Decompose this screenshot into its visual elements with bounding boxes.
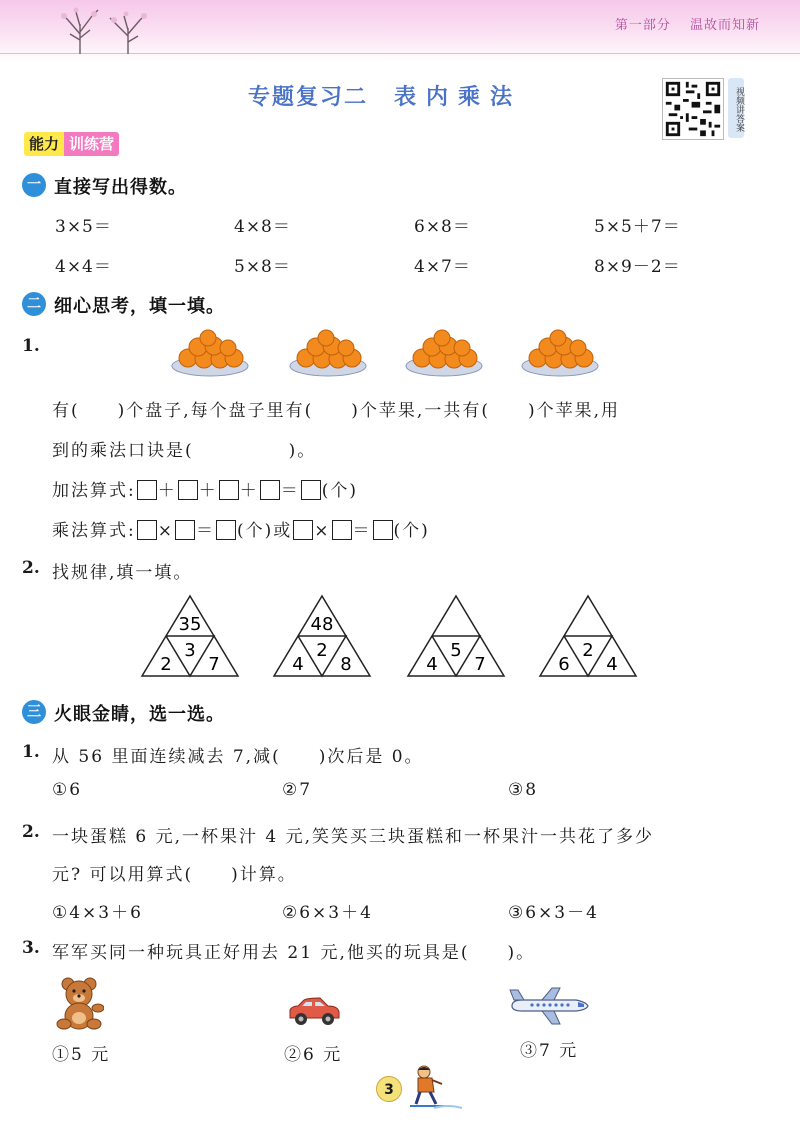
title-main: 专题复习二	[247, 85, 368, 110]
toy-airplane-icon	[508, 986, 590, 1026]
addition-row	[52, 476, 358, 501]
tri1-top: 35	[178, 614, 202, 635]
s3-q2-line2: 元? 可以用算式( )计算。	[52, 865, 297, 885]
section3-number: 三	[22, 700, 46, 724]
s3-q1-number: 1.	[22, 742, 40, 762]
s3-q2-option-c[interactable]: ③6×3－4	[508, 903, 599, 923]
s2-q1-line2: 到的乘法口诀是( )。	[52, 441, 317, 461]
equals-sign: ＝	[352, 521, 372, 541]
teddy-bear-icon	[54, 976, 104, 1032]
tri2-center: 2	[316, 640, 328, 661]
unit-label: (个)	[393, 521, 430, 541]
answer-box[interactable]	[219, 480, 239, 500]
s3-q3-option-c[interactable]: ③7 元	[520, 1041, 579, 1061]
tri1-center: 3	[184, 640, 196, 661]
equals-sign: ＝	[280, 481, 300, 501]
badge-right: 训练营	[64, 132, 119, 156]
fruit-plate-icon	[170, 328, 250, 378]
qr-side-label: 视频讲答案	[728, 78, 744, 138]
s1-r2-c4: 8×9－2＝	[594, 257, 681, 277]
section2-number: 二	[22, 292, 46, 316]
s3-q2-option-b[interactable]: ②6×3＋4	[282, 903, 373, 923]
s3-q3-number: 3.	[22, 938, 40, 958]
section-badge	[24, 132, 119, 156]
s3-q3-text: 军军买同一种玩具正好用去 21 元,他买的玩具是( )。	[52, 943, 536, 963]
skater-kid-icon	[404, 1064, 464, 1110]
qr-code-icon[interactable]	[662, 78, 724, 140]
tri2-top: 48	[310, 614, 334, 635]
plus-sign: ＋	[198, 481, 218, 501]
tri3-right: 7	[474, 654, 486, 675]
fruit-plate-icon	[404, 328, 484, 378]
s3-q3-option-b[interactable]: ②6 元	[284, 1045, 343, 1065]
or-label: 或	[273, 521, 293, 541]
header-right	[601, 14, 760, 33]
answer-box[interactable]	[216, 520, 236, 540]
s1-r1-c4: 5×5＋7＝	[594, 217, 681, 237]
tri3-left: 4	[426, 654, 438, 675]
s3-q3-option-a[interactable]: ①5 元	[52, 1045, 111, 1065]
s1-r2-c3: 4×7＝	[414, 257, 471, 277]
equals-sign: ＝	[195, 521, 215, 541]
plus-sign: ＋	[239, 481, 259, 501]
number-triangle-3[interactable]	[406, 594, 506, 678]
page-title	[0, 80, 770, 111]
s3-q1-option-b[interactable]: ②7	[282, 780, 313, 800]
answer-box[interactable]	[373, 520, 393, 540]
answer-box[interactable]	[137, 480, 157, 500]
header-part: 第一部分	[614, 18, 671, 33]
tri4-left: 6	[558, 654, 570, 675]
answer-box[interactable]	[332, 520, 352, 540]
tri2-left: 4	[292, 654, 304, 675]
answer-box[interactable]	[178, 480, 198, 500]
s3-q1-option-a[interactable]: ①6	[52, 780, 83, 800]
s2-q1-line1: 有( )个盘子,每个盘子里有( )个苹果,一共有( )个苹果,用	[52, 401, 621, 421]
tri1-right: 7	[208, 654, 220, 675]
s3-q2-option-a[interactable]: ①4×3＋6	[52, 903, 143, 923]
number-triangle-2	[272, 594, 372, 678]
mul-label: 乘法算式:	[52, 521, 136, 541]
times-sign: ×	[157, 521, 174, 541]
tri4-right: 4	[606, 654, 618, 675]
s1-r1-c3: 6×8＝	[414, 217, 471, 237]
s3-q2-line1: 一块蛋糕 6 元,一杯果汁 4 元,笑笑买三块蛋糕和一杯果汁一共花了多少	[52, 827, 655, 847]
page-number: 3	[376, 1076, 402, 1102]
answer-box[interactable]	[175, 520, 195, 540]
s1-r2-c2: 5×8＝	[234, 257, 291, 277]
title-topic: 表内乘法	[394, 85, 523, 110]
multiplication-row	[52, 516, 430, 541]
number-triangle-1	[140, 594, 240, 678]
section1-number: 一	[22, 173, 46, 197]
tri2-right: 8	[340, 654, 352, 675]
answer-box[interactable]	[293, 520, 313, 540]
tri3-center: 5	[450, 640, 462, 661]
tri4-center: 2	[582, 640, 594, 661]
s1-r2-c1: 4×4＝	[55, 257, 112, 277]
s3-q1-text: 从 56 里面连续减去 7,减( )次后是 0。	[52, 747, 424, 767]
fruit-plate-icon	[288, 328, 368, 378]
times-sign: ×	[314, 521, 331, 541]
badge-left: 能力	[24, 132, 64, 156]
answer-box[interactable]	[301, 480, 321, 500]
tri1-left: 2	[160, 654, 172, 675]
unit-label: (个)	[321, 481, 358, 501]
s2-q2-number: 2.	[22, 558, 40, 578]
winter-trees-icon	[50, 4, 160, 56]
section2-title: 细心思考，填一填。	[54, 296, 225, 317]
toy-car-icon	[286, 996, 342, 1028]
unit-label: (个)	[236, 521, 274, 541]
add-label: 加法算式:	[52, 481, 136, 501]
section1-title: 直接写出得数。	[54, 177, 187, 198]
answer-box[interactable]	[137, 520, 157, 540]
s1-r1-c1: 3×5＝	[55, 217, 112, 237]
answer-box[interactable]	[260, 480, 280, 500]
s3-q1-option-c[interactable]: ③8	[508, 780, 539, 800]
plus-sign: ＋	[157, 481, 177, 501]
header-subtitle: 温故而知新	[689, 18, 760, 33]
qr-block[interactable]	[662, 78, 748, 138]
s2-q2-text: 找规律,填一填。	[52, 563, 193, 583]
fruit-plate-icon	[520, 328, 600, 378]
section3-title: 火眼金睛，选一选。	[54, 704, 225, 725]
s2-q1-number: 1.	[22, 336, 40, 356]
number-triangle-4[interactable]	[538, 594, 638, 678]
s1-r1-c2: 4×8＝	[234, 217, 291, 237]
s3-q2-number: 2.	[22, 822, 40, 842]
